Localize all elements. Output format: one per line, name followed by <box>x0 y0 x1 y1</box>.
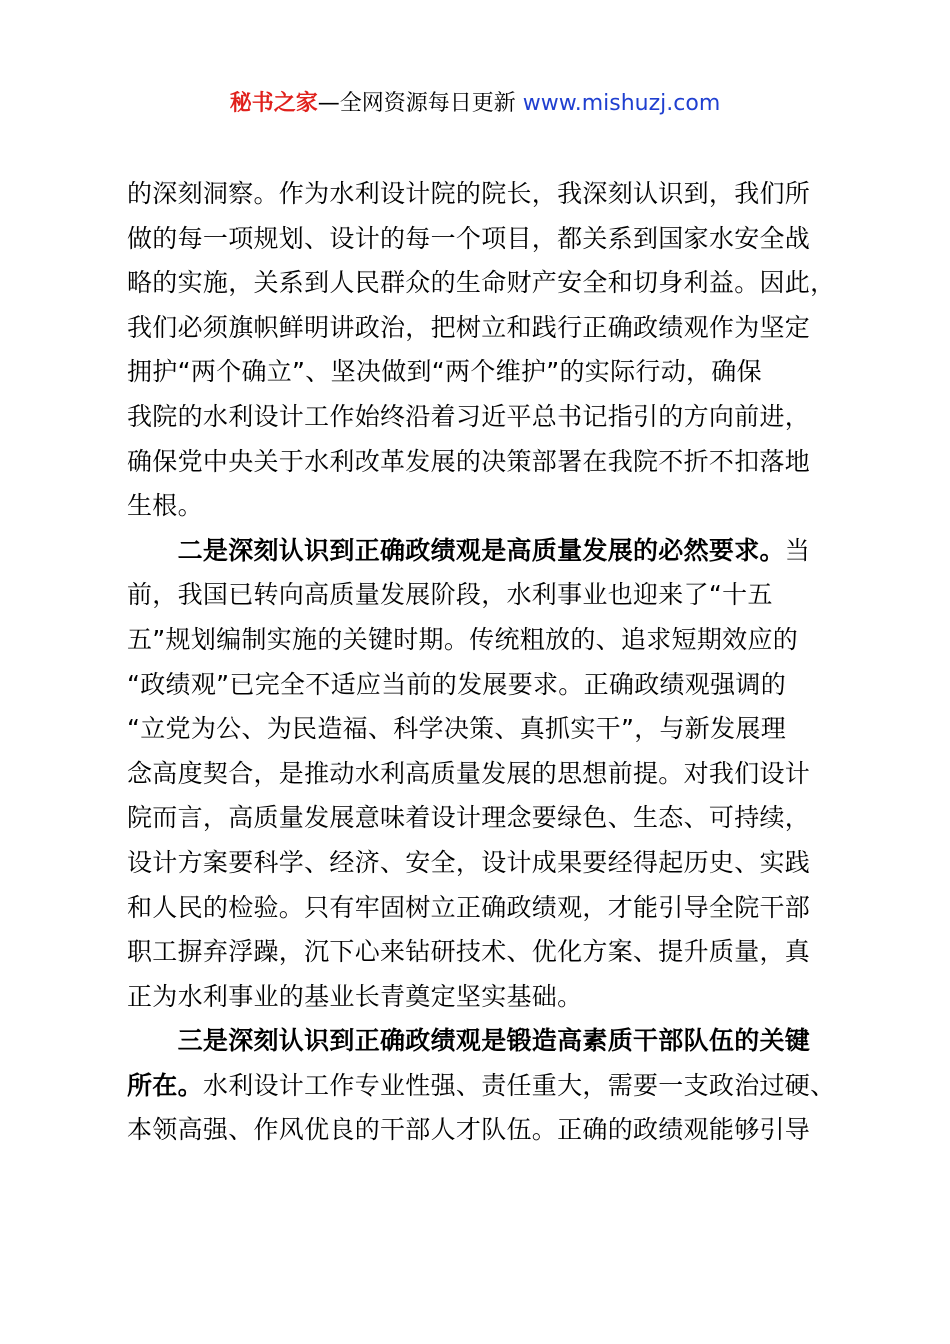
text-segment: 的深刻洞察。作为水利设计院的院长，我深刻认识到，我们所 <box>127 179 811 208</box>
text-segment: 做的每一项规划、设计的每一个项目，都关系到国家水安全战 <box>127 223 811 253</box>
text-segment: 职工摒弃浮躁，沉下心来钻研技术、优化方案、提升质量，真 <box>127 937 811 967</box>
text-segment: 水利设计工作专业性强、责任重大，需要一支政治过硬、 <box>202 1070 836 1100</box>
text-segment: 拥护“两个确立”、坚决做到“两个维护”的实际行动，确保 <box>127 357 762 387</box>
text-segment: 本领高强、作风优良的干部人才队伍。正确的政绩观能够引导 <box>127 1115 811 1145</box>
text-line <box>127 529 847 574</box>
bold-text-segment: 所在。 <box>127 1070 203 1100</box>
text-line <box>127 350 847 395</box>
text-line <box>127 841 847 886</box>
text-segment: 五”规划编制实施的关键时期。传统粗放的、追求短期效应的 <box>127 624 799 654</box>
site-header <box>0 88 950 120</box>
bold-text-segment: 三是深刻认识到正确政绩观是锻造高素质干部队伍的关键 <box>177 1026 811 1056</box>
text-line <box>127 752 847 797</box>
text-line <box>127 1064 847 1109</box>
text-line <box>127 484 847 529</box>
header-tagline: —全网资源每日更新 <box>317 91 523 116</box>
text-line <box>127 1108 847 1153</box>
text-line <box>127 440 847 485</box>
text-segment: “政绩观”已完全不适应当前的发展要求。正确政绩观强调的 <box>127 669 787 699</box>
text-segment: 前，我国已转向高质量发展阶段，水利事业也迎来了“十五 <box>127 580 773 610</box>
text-line <box>127 573 847 618</box>
text-segment: 念高度契合，是推动水利高质量发展的思想前提。对我们设计 <box>127 758 811 788</box>
text-segment: 生根。 <box>127 491 203 521</box>
text-segment <box>127 536 178 565</box>
text-segment: 和人民的检验。只有牢固树立正确政绩观，才能引导全院干部 <box>127 892 811 922</box>
text-segment: 略的实施，关系到人民群众的生命财产安全和切身利益。因此， <box>127 268 836 298</box>
text-line <box>127 261 847 306</box>
text-line <box>127 172 847 217</box>
text-line <box>127 618 847 663</box>
text-line <box>127 663 847 708</box>
text-segment: 确保党中央关于水利改革发展的决策部署在我院不折不扣落地 <box>127 446 811 476</box>
text-line <box>127 1019 847 1064</box>
text-line <box>127 930 847 975</box>
text-line <box>127 306 847 351</box>
text-segment: “立党为公、为民造福、科学决策、真抓实干”，与新发展理 <box>127 714 787 744</box>
text-segment: 我们必须旗帜鲜明讲政治，把树立和践行正确政绩观作为坚定 <box>127 312 811 342</box>
text-segment <box>127 1026 178 1055</box>
text-line <box>127 796 847 841</box>
document-body <box>127 172 847 1153</box>
text-line <box>127 886 847 931</box>
text-segment: 设计方案要科学、经济、安全，设计成果要经得起历史、实践 <box>127 847 811 877</box>
text-line <box>127 707 847 752</box>
text-line <box>127 975 847 1020</box>
text-segment: 当 <box>784 535 811 565</box>
site-url[interactable]: www.mishuzj.com <box>522 91 721 116</box>
brand-name: 秘书之家 <box>229 91 318 116</box>
text-line <box>127 217 847 262</box>
text-segment: 正为水利事业的基业长青奠定坚实基础。 <box>127 981 583 1011</box>
text-segment: 院而言，高质量发展意味着设计理念要绿色、生态、可持续， <box>127 803 811 833</box>
text-segment: 我院的水利设计工作始终沿着习近平总书记指引的方向前进， <box>127 401 811 431</box>
bold-text-segment: 二是深刻认识到正确政绩观是高质量发展的必然要求。 <box>177 535 785 565</box>
text-line <box>127 395 847 440</box>
